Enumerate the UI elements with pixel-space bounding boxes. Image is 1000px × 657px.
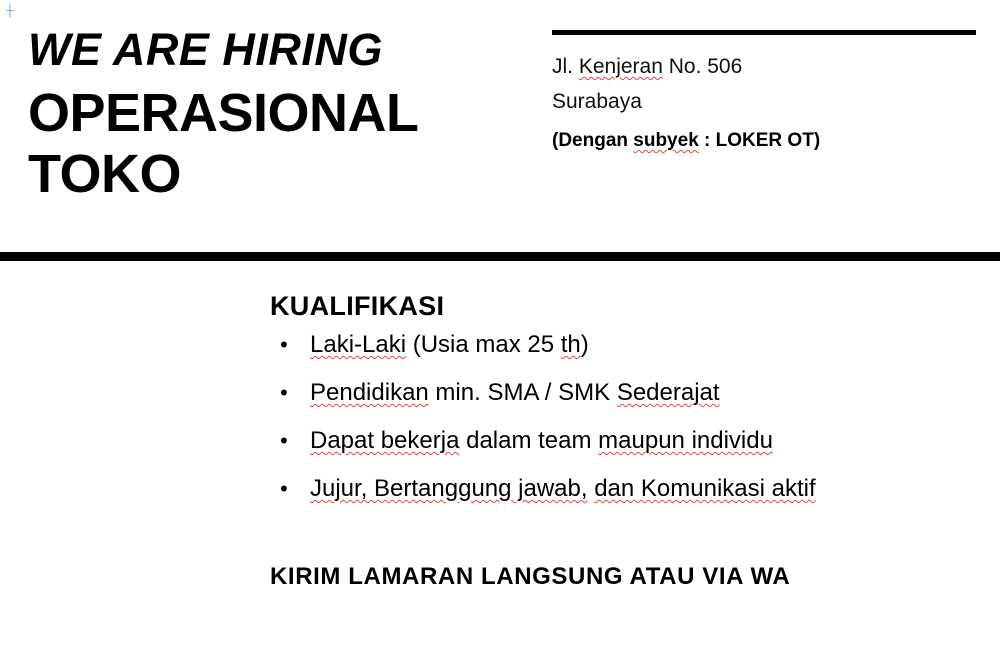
address-street-name: Kenjeran	[578, 55, 663, 78]
job-title-line2: TOKO	[28, 143, 182, 204]
headline-block	[28, 26, 548, 204]
list-item-text-b: min. SMA / SMK	[428, 379, 617, 406]
address-street-suffix: No. 506	[662, 55, 743, 78]
subject-prefix: (Dengan	[552, 130, 634, 152]
move-handle-icon[interactable]: ┼	[6, 5, 14, 17]
list-item-text-a: Jujur, Bertanggung jawab,	[310, 475, 588, 502]
list-item	[280, 379, 1000, 406]
address-city: Surabaya	[552, 89, 642, 113]
job-title-line1: OPERASIONAL	[28, 83, 419, 144]
list-item-text-d: )	[580, 331, 589, 358]
list-item-text-a: Laki-Laki	[310, 331, 407, 358]
list-item	[280, 427, 1000, 454]
qualification-heading: KUALIFIKASI	[270, 291, 445, 321]
list-item-text-c: maupun individu	[598, 427, 773, 454]
address-block	[552, 30, 976, 158]
bullet-icon: •	[280, 428, 288, 453]
list-item-text-c: dan Komunikasi aktif	[594, 475, 816, 502]
list-item-text-a: Pendidikan	[310, 379, 429, 406]
poster-header	[0, 0, 1000, 252]
address-street-prefix: Jl.	[552, 55, 579, 78]
bullet-icon: •	[280, 476, 288, 501]
subject-suffix: : LOKER OT)	[698, 130, 821, 152]
list-item-text-a: Dapat bekerja	[310, 427, 460, 454]
bullet-icon: •	[280, 380, 288, 405]
list-item-text-b: (Usia max 25	[406, 331, 561, 358]
section-divider	[0, 252, 1000, 261]
address-subject	[552, 126, 976, 155]
header-divider	[552, 30, 976, 35]
list-item-text-c: Sederajat	[616, 379, 720, 406]
qualification-list	[278, 333, 1000, 525]
address-street	[552, 51, 976, 84]
call-to-action: KIRIM LAMARAN LANGSUNG ATAU VIA WA	[270, 563, 791, 590]
list-item-text-b: dalam team	[459, 427, 599, 454]
list-item-text-c: th	[560, 331, 581, 358]
subject-keyword: subyek	[633, 130, 699, 152]
list-item	[280, 475, 1000, 502]
list-item	[280, 331, 1000, 358]
tagline: WE ARE HIRING	[28, 24, 383, 75]
bullet-icon: •	[280, 332, 288, 357]
page-title	[28, 83, 548, 204]
